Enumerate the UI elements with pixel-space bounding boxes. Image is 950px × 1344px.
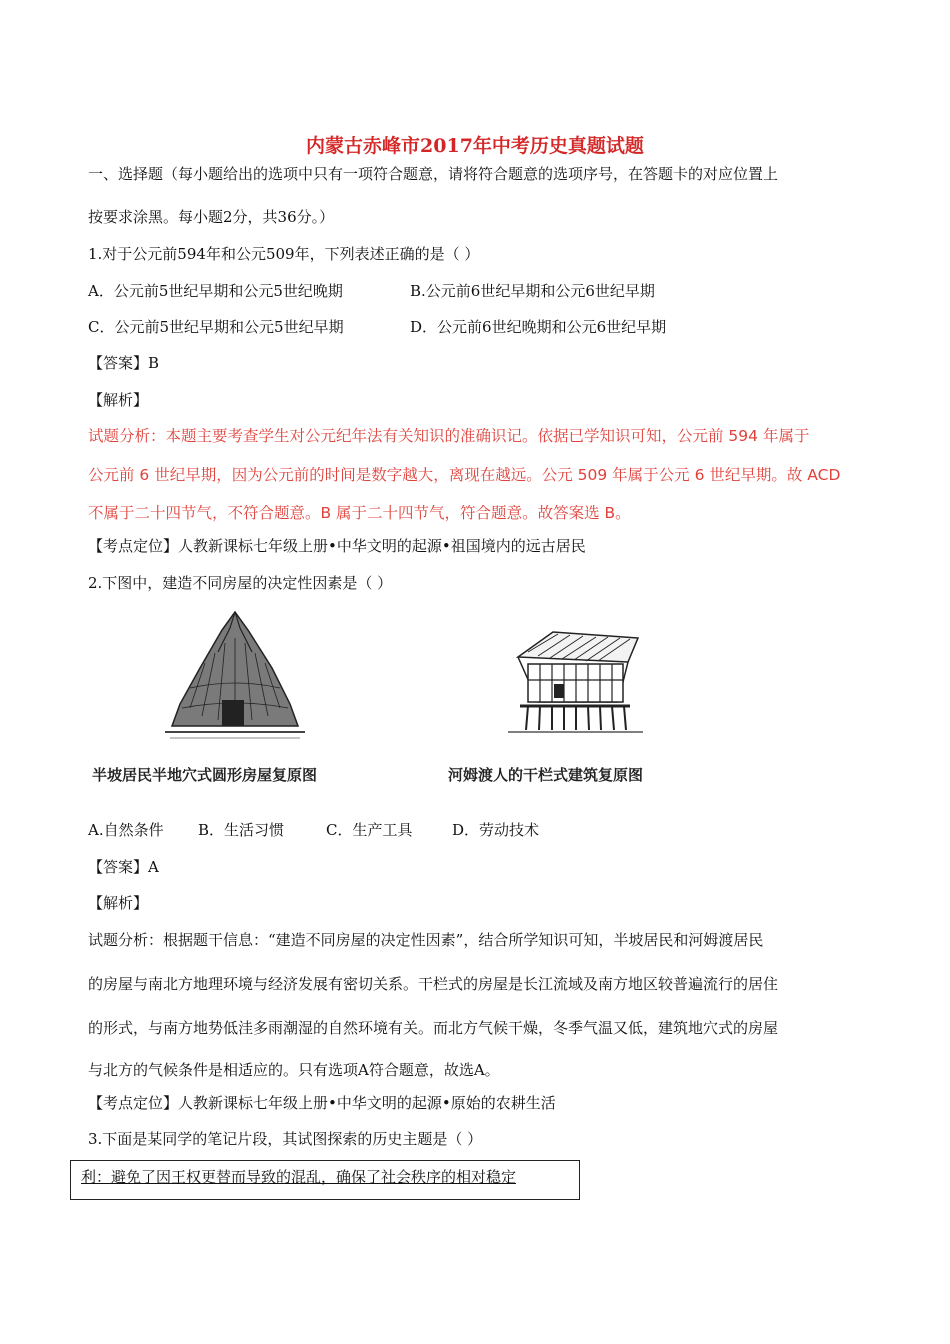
hemudu-stilt-house-image (498, 612, 648, 737)
q1-option-c: C．公元前5世纪早期和公元5世纪早期 (88, 318, 344, 336)
q1-options-row1 (88, 281, 655, 301)
caption-banpo: 半坡居民半地穴式圆形房屋复原图 (92, 766, 318, 784)
q1-option-d: D．公元前6世纪晚期和公元6世纪早期 (410, 318, 667, 336)
banpo-round-house-image (160, 608, 310, 750)
q2-analysis-line1: 试题分析：根据题干信息：“建造不同房屋的决定性因素”，结合所学知识可知，半坡居民和河姆渡居民 (88, 931, 764, 949)
section-heading-line1: 一、选择题（每小题给出的选项中只有一项符合题意，请将符合题意的选项序号，在答题卡的对应位置上 (88, 165, 779, 183)
q2-analysis-line3: 的形式，与南方地势低洼多雨潮湿的自然环境有关。而北方气候干燥，冬季气温又低，建筑地穴式的房屋 (88, 1019, 779, 1037)
q2-option-c: C．生产工具 (326, 821, 413, 839)
q3-note-box (70, 1160, 580, 1200)
q1-options-row2 (88, 317, 666, 337)
q1-analysis-label: 【解析】 (88, 391, 149, 409)
q1-option-b: B.公元前6世纪早期和公元6世纪早期 (410, 282, 655, 300)
q1-option-a: A．公元前5世纪早期和公元5世纪晚期 (88, 282, 343, 300)
q3-stem: 3.下面是某同学的笔记片段，其试图探索的历史主题是（ ） (88, 1130, 483, 1148)
q2-option-b: B．生活习惯 (198, 821, 285, 839)
q1-analysis-line2: 公元前 6 世纪早期，因为公元前的时间是数字越大，离现在越远。公元 509 年属于公元 6 世纪早期。故 ACD (88, 466, 841, 484)
q2-answer: 【答案】A (88, 858, 159, 876)
q2-options (88, 820, 539, 840)
q1-stem: 1.对于公元前594年和公元509年，下列表述正确的是（ ） (88, 245, 480, 263)
q2-stem: 2.下图中，建造不同房屋的决定性因素是（ ） (88, 574, 393, 592)
q1-point: 【考点定位】人教新课标七年级上册•中华文明的起源•祖国境内的远古居民 (88, 537, 586, 555)
section-heading-line2: 按要求涂黑。每小题2分，共36分。） (88, 208, 335, 226)
q2-point: 【考点定位】人教新课标七年级上册•中华文明的起源•原始的农耕生活 (88, 1094, 556, 1112)
q2-option-a: A.自然条件 (88, 821, 164, 839)
q2-analysis-line2: 的房屋与南北方地理环境与经济发展有密切关系。干栏式的房屋是长江流域及南方地区较普遍流行的居住 (88, 975, 779, 993)
caption-hemudu: 河姆渡人的干栏式建筑复原图 (448, 766, 644, 784)
q2-analysis-line4: 与北方的气候条件是相适应的。只有选项A符合题意，故选A。 (88, 1061, 500, 1079)
q1-analysis-line1: 试题分析：本题主要考查学生对公元纪年法有关知识的准确识记。依据已学知识可知，公元前 594 年属于 (88, 427, 810, 445)
q2-option-d: D．劳动技术 (452, 821, 540, 839)
q2-analysis-label: 【解析】 (88, 894, 149, 912)
page-title: 内蒙古赤峰市2017年中考历史真题试题 (306, 135, 644, 157)
q3-note-text: 利：避免了因王权更替而导致的混乱，确保了社会秩序的相对稳定 (81, 1168, 517, 1186)
q1-answer: 【答案】B (88, 354, 160, 372)
q1-analysis-line3: 不属于二十四节气，不符合题意。B 属于二十四节气，符合题意。故答案选 B。 (88, 504, 631, 522)
